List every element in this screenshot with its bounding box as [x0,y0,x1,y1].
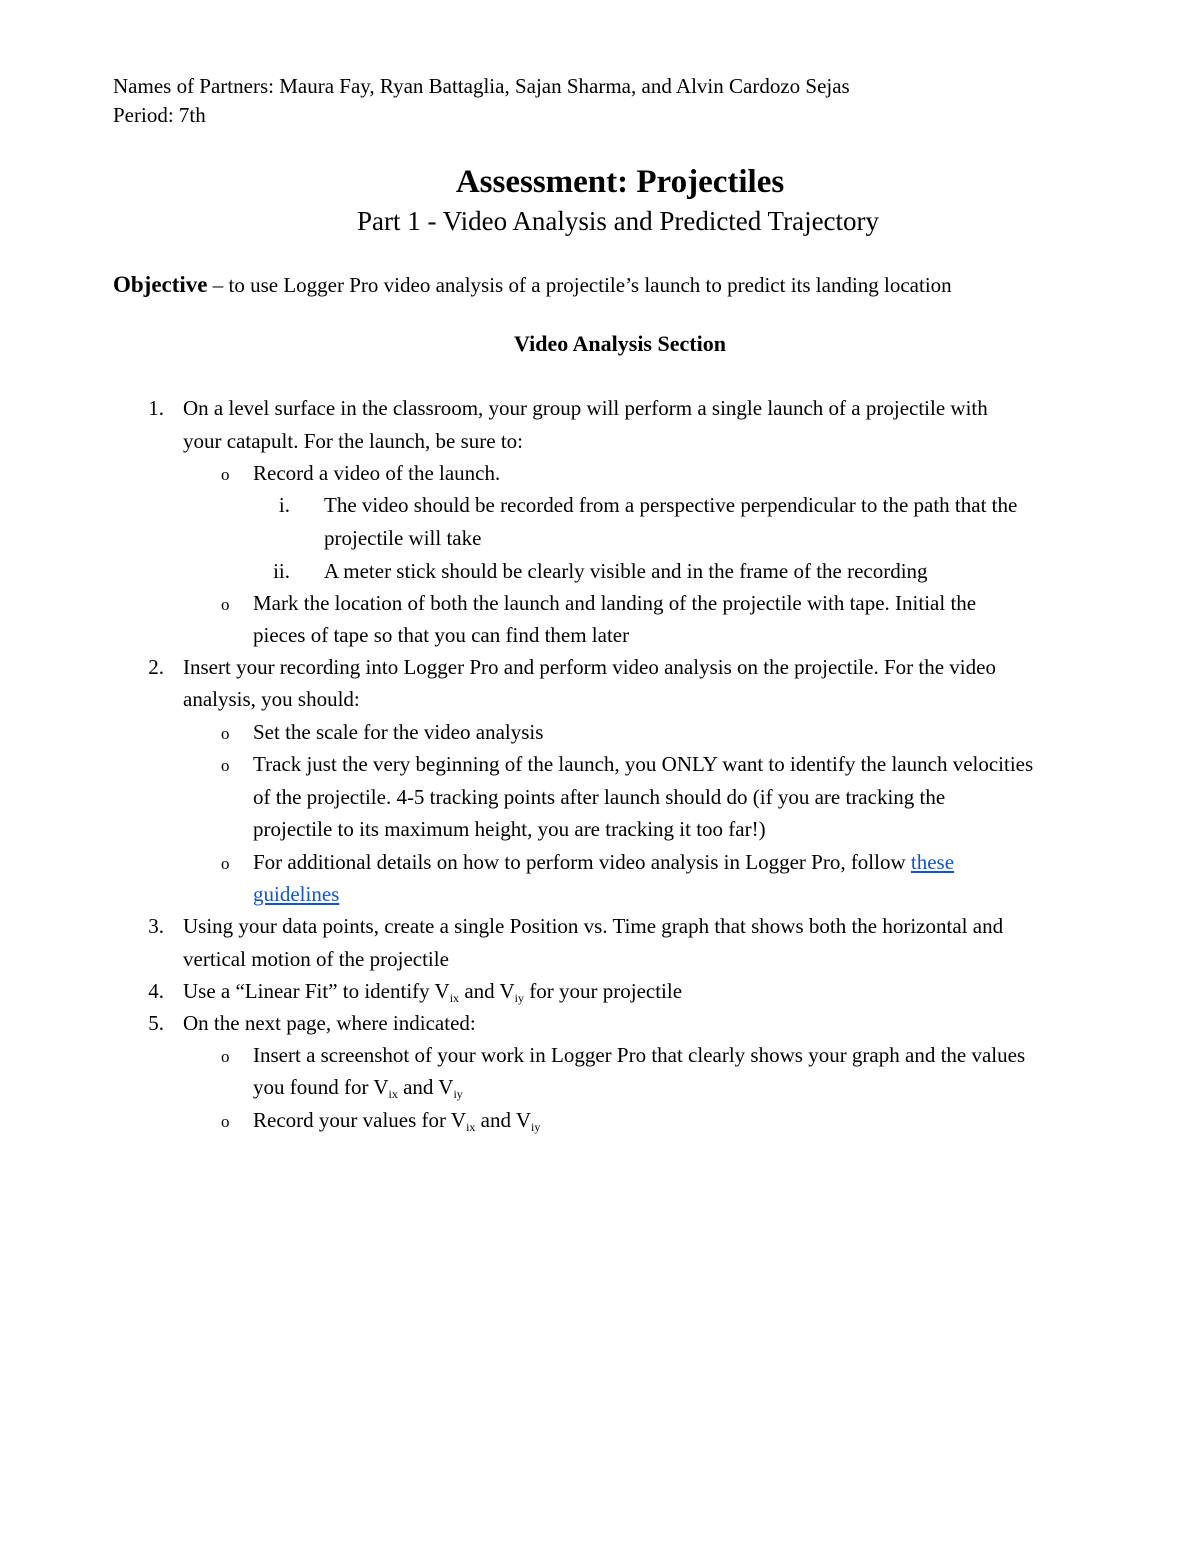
objective-line [113,273,952,296]
roman-marker-i: i. [278,493,290,517]
objective-text: – to use Logger Pro video analysis of a projectile’s launch to predict its landing location [207,273,952,297]
partners-line: Names of Partners: Maura Fay, Ryan Battaglia, Sajan Sharma, and Alvin Cardozo Sejas [113,74,850,98]
step2-line1: Insert your recording into Logger Pro and perform video analysis on the projectile. For the video [183,655,996,679]
step2-bullet2-line2: of the projectile. 4-5 tracking points after launch should do (if you are tracking the [253,785,946,809]
step5-bullet1-line2 [253,1075,463,1101]
step1-line2: your catapult. For the launch, be sure to: [183,429,523,453]
bullet-marker: o [221,1112,230,1131]
step2-bullet2-line1: Track just the very beginning of the launch, you ONLY want to identify the launch velocities [253,752,1034,776]
step1-bullet2-line1: Mark the location of both the launch and landing of the projectile with tape. Initial the [253,591,977,615]
subscript-ix: ix [388,1087,398,1101]
step5-b1-text-pre: you found for V [253,1075,389,1099]
page-title: Assessment: Projectiles [455,164,785,200]
step1-line1: On a level surface in the classroom, your group will perform a single launch of a projectile with [183,396,988,420]
step4-line [183,979,683,1005]
step5-b2-text-pre: Record your values for V [253,1108,467,1132]
list-number-3: 3. [148,914,164,938]
bullet-marker: o [221,724,230,743]
step1-sub-i-line2: projectile will take [324,526,482,550]
step5-b2-text-mid: and V [475,1108,532,1132]
bullet-marker: o [221,595,230,614]
step2-bullet3-line2 [253,884,339,905]
list-number-2: 2. [148,655,164,679]
step2-line2: analysis, you should: [183,687,360,711]
bullet-marker: o [221,756,230,775]
step2-bullet3-line1 [253,852,954,873]
guidelines-link-part1[interactable]: these [910,850,955,874]
list-number-5: 5. [148,1011,164,1035]
step4-text-pre: Use a “Linear Fit” to identify V [183,979,450,1003]
subscript-iy: iy [531,1120,541,1134]
subscript-ix: ix [449,991,460,1005]
step4-text-mid: and V [459,979,515,1003]
guidelines-link-part2[interactable]: guidelines [253,882,340,906]
list-number-4: 4. [148,979,164,1003]
step5-line1: On the next page, where indicated: [183,1011,476,1035]
step4-text-post: for your projectile [524,979,683,1003]
subscript-iy: iy [453,1087,463,1101]
bullet-marker: o [221,465,230,484]
page-subtitle: Part 1 - Video Analysis and Predicted Trajectory [356,206,880,236]
bullet-marker: o [221,1047,230,1066]
section-heading: Video Analysis Section [514,331,726,356]
bullet-marker: o [221,854,230,873]
step1-sub-i-line1: The video should be recorded from a perspective perpendicular to the path that the [324,493,1018,517]
step2-bullet1: Set the scale for the video analysis [253,720,544,744]
roman-marker-ii: ii. [273,559,290,583]
step1-bullet2-line2: pieces of tape so that you can find them later [253,623,630,647]
step5-bullet1-line1: Insert a screenshot of your work in Logger Pro that clearly shows your graph and the values [253,1043,1026,1067]
step5-b1-text-mid: and V [397,1075,454,1099]
step2-bullet2-line3: projectile to its maximum height, you are tracking it too far!) [253,817,766,841]
step2-bullet3-text: For additional details on how to perform video analysis in Logger Pro, follow [253,850,911,874]
step1-sub-ii: A meter stick should be clearly visible and in the frame of the recording [324,559,928,583]
period-line: Period: 7th [113,103,206,127]
objective-label: Objective [113,272,208,297]
subscript-iy: iy [514,991,525,1005]
step3-line2: vertical motion of the projectile [183,947,449,971]
step1-bullet1: Record a video of the launch. [253,461,501,485]
subscript-ix: ix [466,1120,476,1134]
list-number-1: 1. [148,396,164,420]
step3-line1: Using your data points, create a single Position vs. Time graph that shows both the horizontal and [183,914,1004,938]
step5-bullet2 [253,1108,541,1134]
